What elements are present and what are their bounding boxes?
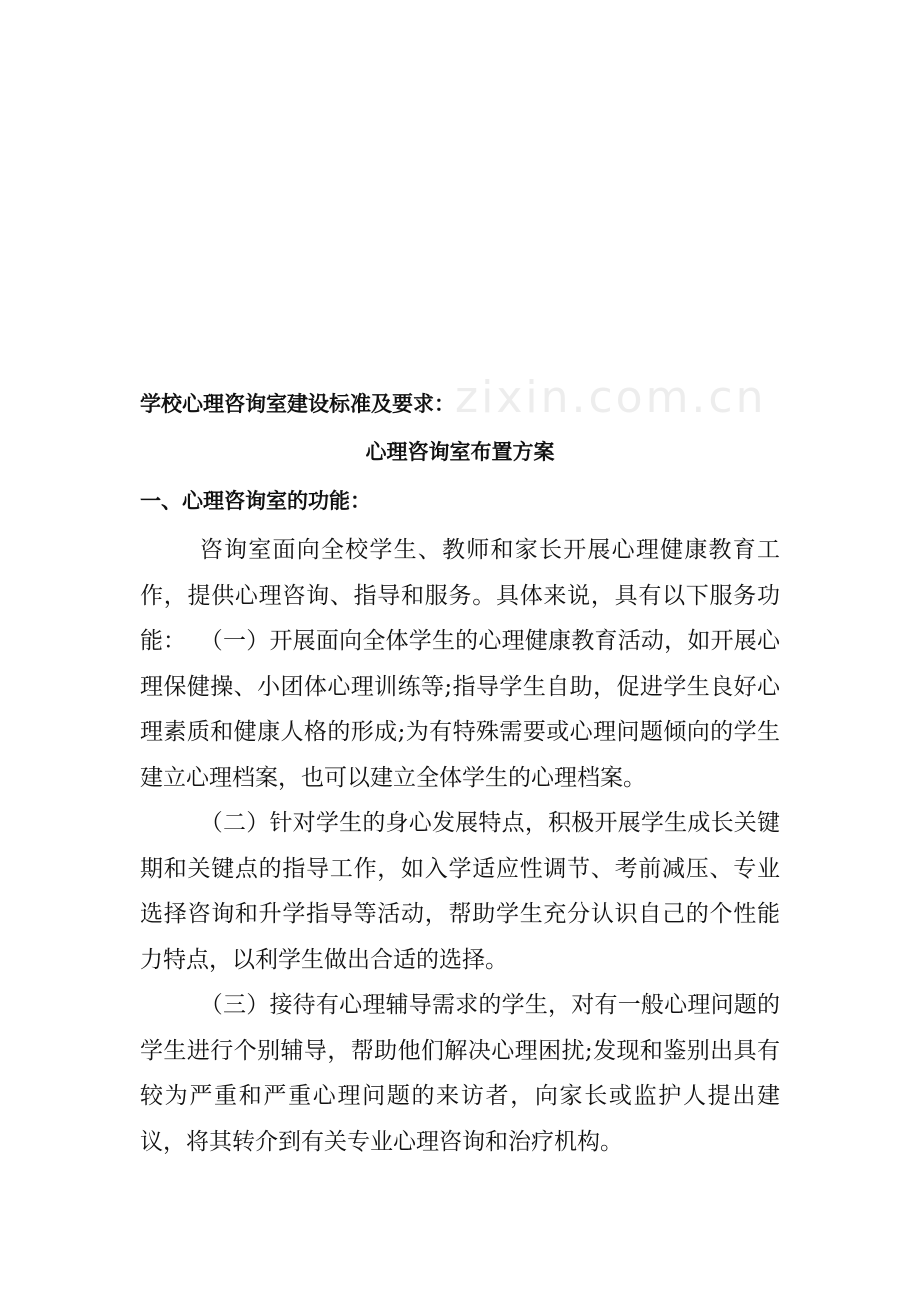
section-heading: 一、心理咨询室的功能： xyxy=(140,489,371,513)
intro-paragraph: 咨询室面向全校学生、教师和家长开展心理健康教育工作，提供心理咨询、指导和服务。具体来说，具有以下服务功能： xyxy=(140,537,780,654)
watermark: zixin.com.cn xyxy=(455,372,767,423)
function-item-3: （三）接待有心理辅导需求的学生，对有一般心理问题的学生进行个别辅导，帮助他们解决心理困扰;发现和鉴别出具有较为严重和严重心理问题的来访者，向家长或监护人提出建议，将其转介到有关专业心理咨询和治疗机构。 xyxy=(140,992,780,1155)
function-item-2: （二）针对学生的身心发展特点，积极开展学生成长关键期和关键点的指导工作，如入学适应性调节、考前减压、专业选择咨询和升学指导等活动，帮助学生充分认识自己的个性能力特点，以利学生做出合适的选择。 xyxy=(140,810,780,973)
function-item-1: （一）开展面向全体学生的心理健康教育活动，如开展心理保健操、小团体心理训练等;指导学生自助，促进学生良好心理素质和健康人格的形成;为有特殊需要或心理问题倾向的学生建立心理档案，也可以建立全体学生的心理档案。 xyxy=(140,628,780,791)
document-heading: 学校心理咨询室建设标准及要求： xyxy=(140,392,455,416)
document-title: 心理咨询室布置方案 xyxy=(365,440,555,464)
